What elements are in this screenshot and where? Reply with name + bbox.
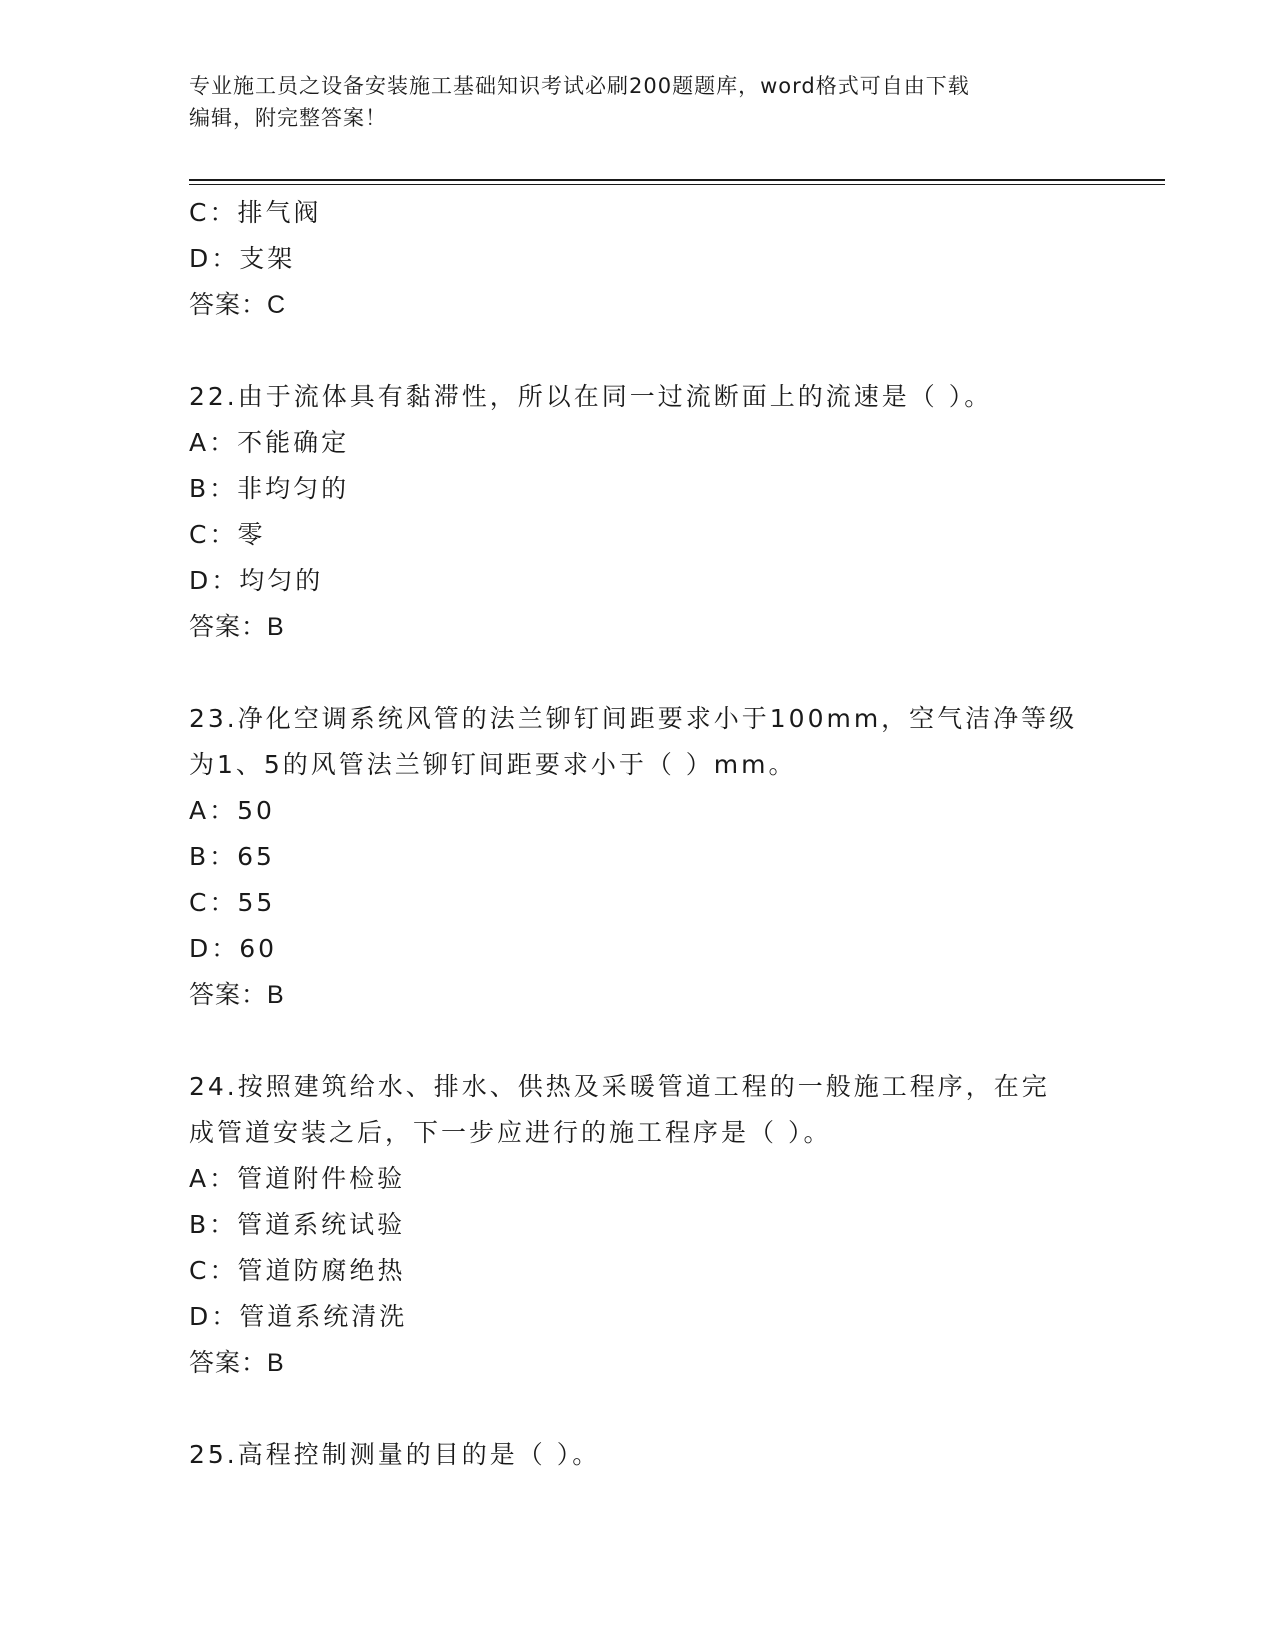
header-line-2: 编辑，附完整答案！	[189, 106, 387, 130]
question-text: 22.由于流体具有黏滞性，所以在同一过流断面上的流速是（ ）。	[189, 382, 993, 411]
question-24	[189, 1064, 1089, 1386]
option-d: D：支架	[189, 244, 296, 273]
option-d: D：管道系统清洗	[189, 1302, 408, 1331]
spacer	[189, 1018, 1089, 1064]
option-c: C：55	[189, 888, 276, 917]
question-text: 25.高程控制测量的目的是（ ）。	[189, 1440, 601, 1469]
spacer	[189, 650, 1089, 696]
question-25	[189, 1432, 1089, 1478]
option-b: B：非均匀的	[189, 474, 350, 503]
answer: 答案：C	[189, 291, 287, 319]
spacer	[189, 328, 1089, 374]
header-rule-thick	[189, 179, 1165, 181]
answer: 答案：B	[189, 981, 285, 1009]
option-c: C：零	[189, 520, 266, 549]
header-rule-thin	[189, 184, 1165, 185]
option-b: B：65	[189, 842, 275, 871]
question-23	[189, 696, 1089, 1018]
question-text-line-2: 成管道安装之后，下一步应进行的施工程序是（ ）。	[189, 1118, 832, 1147]
answer: 答案：B	[189, 1349, 285, 1377]
option-b: B：管道系统试验	[189, 1210, 406, 1239]
option-c: C：管道防腐绝热	[189, 1256, 406, 1285]
option-a: A：管道附件检验	[189, 1164, 406, 1193]
option-c: C：排气阀	[189, 198, 322, 227]
answer: 答案：B	[189, 613, 285, 641]
header-line-1: 专业施工员之设备安装施工基础知识考试必刷200题题库，word格式可自由下载	[189, 74, 970, 98]
question-text-line-2: 为1、5的风管法兰铆钉间距要求小于（ ）mm。	[189, 750, 797, 779]
option-d: D：均匀的	[189, 566, 324, 595]
continued-question	[189, 190, 1089, 328]
spacer	[189, 1386, 1089, 1432]
option-d: D：60	[189, 934, 278, 963]
option-a: A：50	[189, 796, 275, 825]
question-text-line-1: 24.按照建筑给水、排水、供热及采暖管道工程的一般施工程序，在完	[189, 1072, 1050, 1101]
page-header	[189, 70, 1089, 134]
question-text-line-1: 23.净化空调系统风管的法兰铆钉间距要求小于100mm，空气洁净等级	[189, 704, 1078, 733]
document-body	[189, 190, 1089, 1478]
question-22	[189, 374, 1089, 650]
option-a: A：不能确定	[189, 428, 350, 457]
